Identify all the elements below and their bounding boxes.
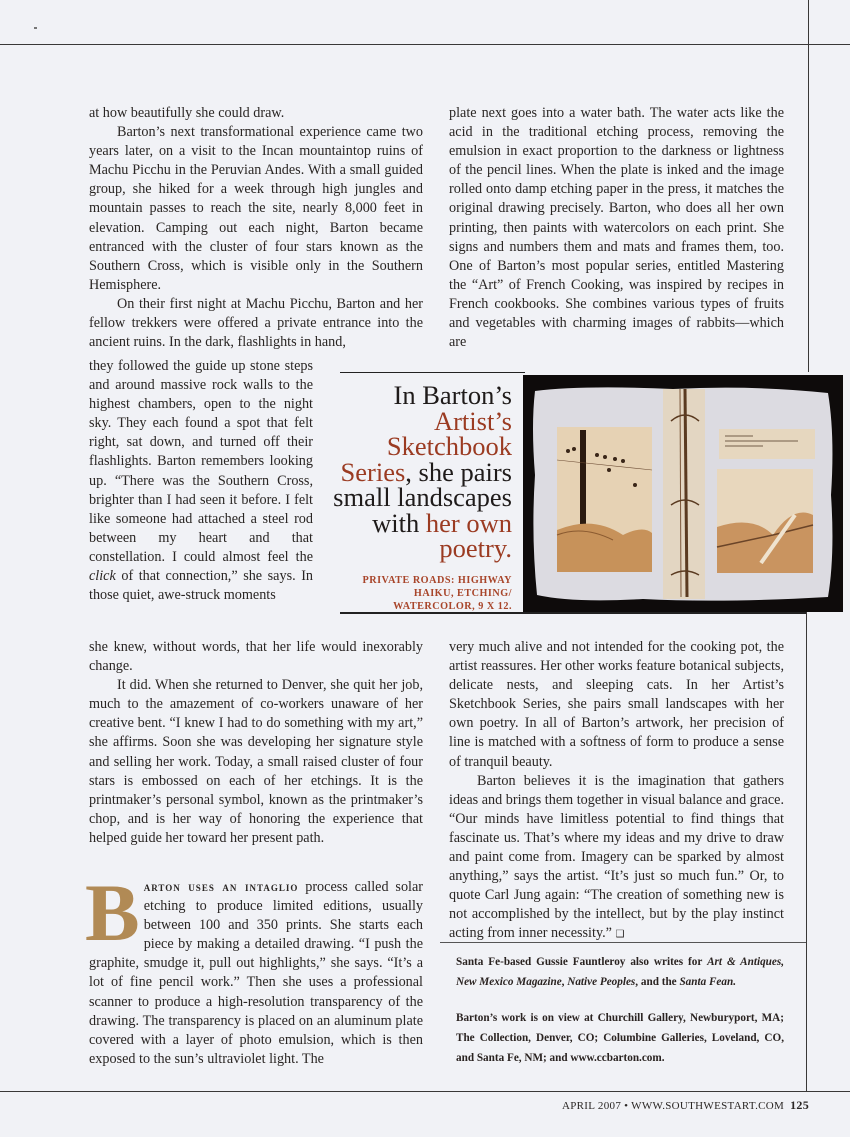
article-column-left-mid — [89, 638, 423, 848]
paragraph — [449, 772, 784, 945]
bottom-rule — [0, 1091, 850, 1092]
paragraph: at how beautifully she could draw. — [89, 105, 285, 121]
paragraph: It did. When she returned to Denver, she quit her job, much to the amazement of co-workers unaware of her creative bent. “I knew I had to do something with my art,” she affirms. Soon she was developing her signature style and selling her work. Today, a small raised cluster of four stars is embossed on each of her etchings. It is the printmaker’s personal symbol, known as the printmaker’s chop, and is her way of honoring the experience that helped guide her toward her present path. — [89, 677, 423, 846]
publication-name: Native Peoples — [567, 976, 636, 988]
text-run: , and the — [635, 976, 677, 988]
page-number: 125 — [790, 1098, 810, 1112]
paragraph — [89, 357, 313, 605]
paragraph: plate next goes into a water bath. The water acts like the acid in the traditional etching process, removing the emulsion in exact proportion to the darkness or lightness of the pencil lines. When the plate is inked and the image rolled onto damp etching paper in the press, it matches the original drawing precisely. Barton, who does all her own printing, then paints with watercolors on each print. She signs and numbers them and mats and frames them, too. One of Barton’s most popular series, entitled Mastering the “Art” of French Cooking, was inspired by recipes in French cookbooks. She combines various types of fruits and vegetables with charming images of rabbits—which are — [449, 105, 784, 351]
right-margin-rule — [808, 0, 809, 372]
article-column-left-bottom — [85, 867, 423, 1069]
lead-in: arton uses an intaglio — [143, 879, 299, 894]
text-run: of that connection,” she says. In those quiet, awe-struck moments — [89, 568, 314, 604]
italic-word: click — [89, 568, 116, 585]
text-run: process called solar etching to produce limited editions, usually between 100 and 350 prints. She starts each piece by making a detailed drawing. “I push the graphite, smudge it, pull out highlights,” she says. “It’s a lot of fine pencil work.” Then she uses a professional scanner to produce a high-resolution transparency of the drawing. The transparency is placed on an aluminum plate covered with a layer of photo emulsion, which is then exposed to the sun’s ultraviolet light. The — [89, 879, 423, 1067]
article-column-left-top — [89, 104, 423, 352]
right-margin-rule-lower — [806, 612, 807, 1092]
article-column-left-narrow — [89, 357, 313, 605]
publication-name: New Mexico Magazine — [456, 976, 562, 988]
pull-quote-run: , she pairs small landscapes with — [333, 456, 512, 538]
paragraph: very much alive and not intended for the cooking pot, the artist reassures. Her other works feature botanical subjects, delicate nests, and sleeping cats. In her Artist’s Sketchbook Series, she pairs small landscapes with her own poetry. In all of Barton’s artwork, her precision of line is matched with a softness of form to produce a sense of tranquil beauty. — [449, 639, 784, 770]
pull-quote-highlight: Artist’s Sketchbook Series — [340, 405, 512, 487]
scan-speck — [34, 27, 37, 29]
caption-line: HAIKU, ETCHING/ — [413, 587, 512, 599]
text-run: Santa Fe-based Gussie Fauntleroy also writes for — [456, 956, 703, 968]
pull-quote-run: In Barton’s — [393, 380, 512, 410]
caption-line: PRIVATE ROADS: HIGHWAY — [362, 574, 512, 586]
sketchbook-etching-illustration — [523, 375, 843, 612]
text-run: they followed the guide up stone steps and around massive rock walls to the highest chambers, open to the night sky. They each found a spot that felt right, sat down, and turned off their flashlights. Barton remembers looking up. “There was the Southern Cross, brighter than I had seen it before. I felt like someone had attached a steel rod between my heart and that constellation. I could almost feel the — [89, 358, 313, 565]
end-mark-icon: ❑ — [615, 929, 625, 941]
paragraph: she knew, without words, that her life would inexorably change. — [89, 639, 423, 675]
paragraph — [85, 867, 423, 1069]
pull-quote-text — [318, 380, 512, 563]
publication-name: Art & Antiques, — [707, 956, 785, 968]
artwork-caption — [318, 574, 512, 613]
artwork-image — [523, 375, 843, 612]
page-footer — [562, 1098, 809, 1113]
pull-quote-highlight: her own poetry. — [425, 507, 512, 563]
author-note — [456, 952, 784, 992]
drop-cap: B — [85, 867, 140, 958]
article-column-right-mid — [449, 638, 784, 945]
paragraph: Barton’s next transformational experience came two years later, on a visit to the Incan mountaintop ruins of Machu Picchu in the Peruvian Andes. With a small guided group, she hiked for a week through high jungles and mountain passes to reach the site, nearly 8,000 feet in elevation. Camping out each night, Barton became entranced with the cluster of four stars known as the Southern Cross, which is visible only in the Southern Hemisphere. — [89, 124, 423, 293]
top-rule — [0, 44, 850, 45]
publication-name: Santa Fean. — [679, 976, 737, 988]
author-bio — [456, 952, 784, 1084]
text-run: , — [561, 976, 565, 988]
paragraph: On their first night at Machu Picchu, Barton and her fellow trekkers were offered a private entrance into the ancient ruins. In the dark, flashlights in hand, — [89, 295, 423, 351]
gallery-note: Barton’s work is on view at Churchill Gallery, Newburyport, MA; The Collection, Denver, CO; Columbine Galleries, Loveland, CO, and Santa Fe, NM; and www.ccbarton.com. — [456, 1012, 784, 1064]
article-column-right-top — [449, 104, 784, 352]
text-run: Barton believes it is the imagination that gathers ideas and brings them together in visual balance and grace. “Our minds have limitless potential to find things that fascinate us. That’s where my ideas and my drive to draw and paint come from. Imagery can be sparked by almost anything,” says the artist. “It’s just so much fun.” Or, to quote Carl Jung again: “The creation of something new is not accomplished by the intellect, but by the play instinct acting from inner necessity.” — [449, 772, 784, 942]
pullquote-top-rule — [340, 372, 525, 373]
pull-quote — [318, 380, 512, 613]
issue-info: APRIL 2007 • WWW.SOUTHWESTART.COM — [562, 1100, 785, 1112]
caption-line: WATERCOLOR, 9 X 12. — [393, 600, 512, 612]
